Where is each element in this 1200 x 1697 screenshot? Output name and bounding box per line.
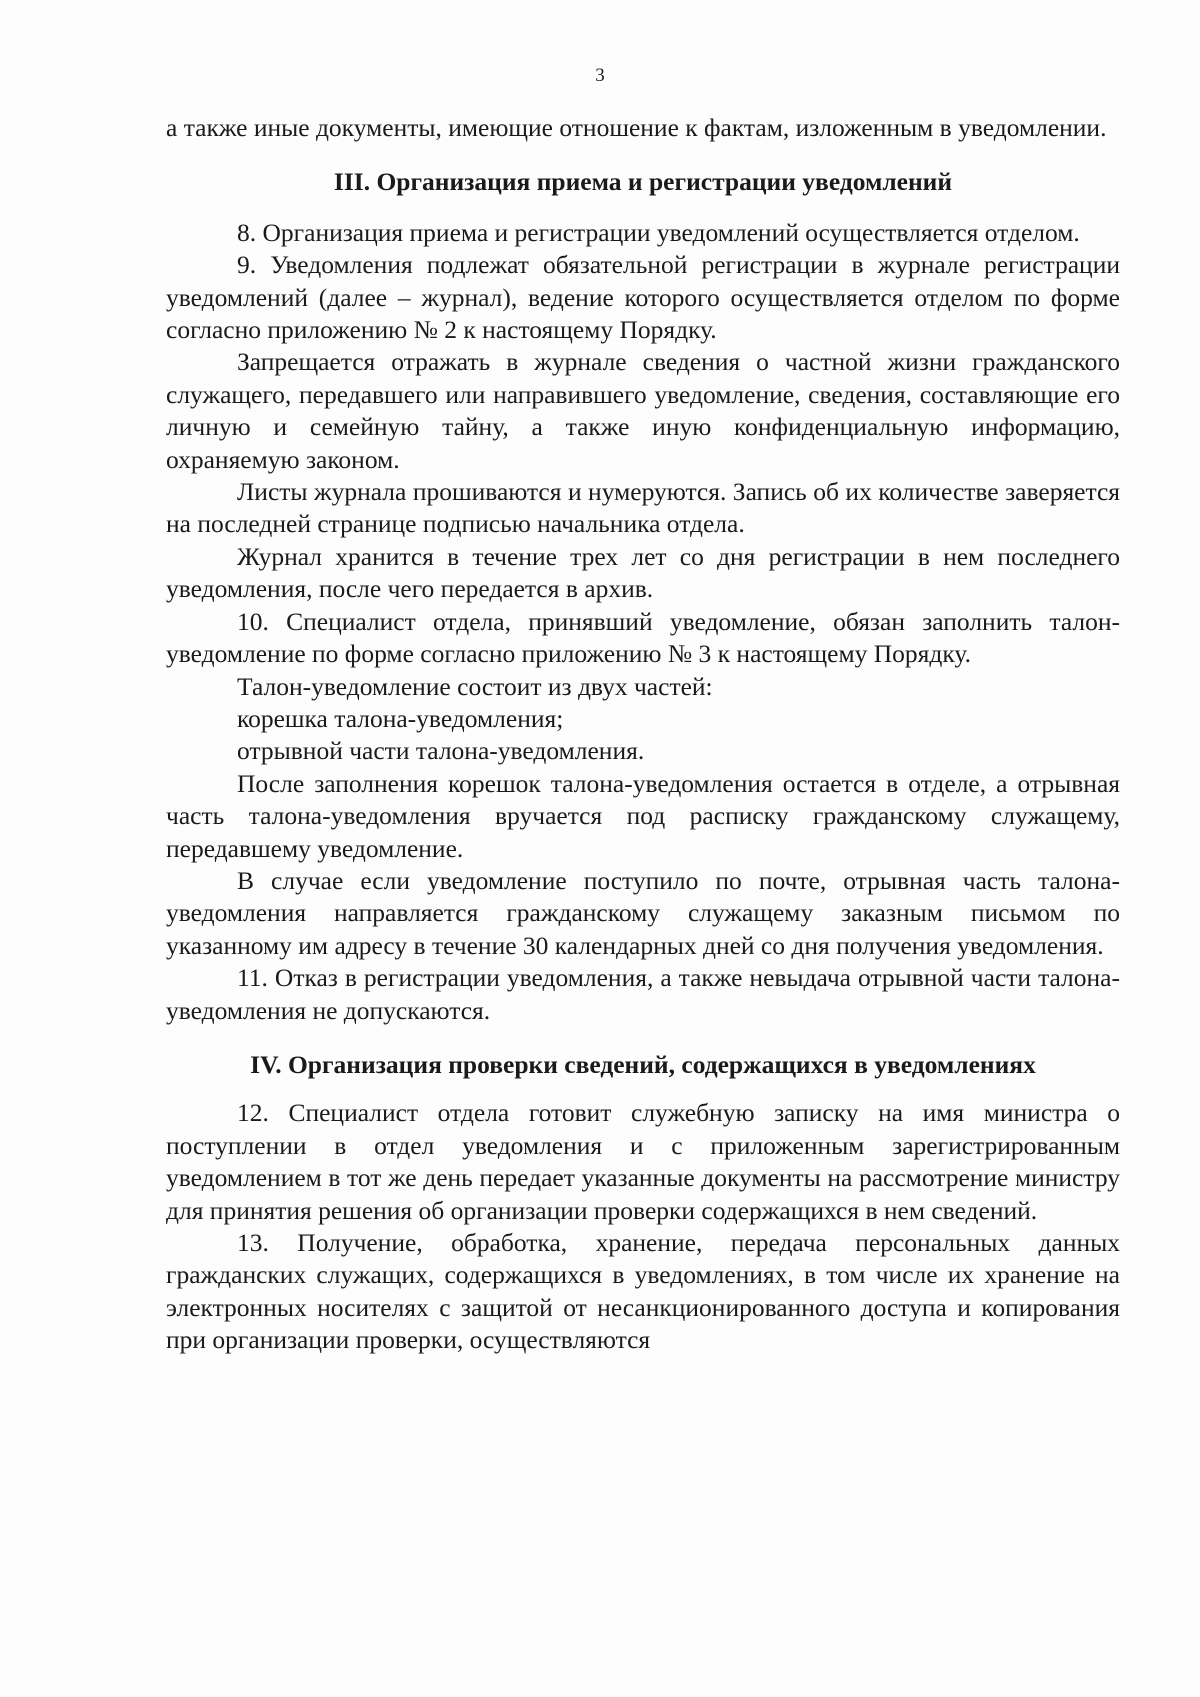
paragraph: Журнал хранится в течение трех лет со дня регистрации в нем последнего уведомления, после чего передается в архив. — [166, 541, 1120, 604]
list-item: корешка талона-уведомления; — [237, 703, 564, 733]
document-body — [166, 112, 1120, 1357]
section-heading: IV. Организация проверки сведений, содержащихся в уведомлениях — [250, 1049, 1036, 1079]
section-heading: III. Организация приема и регистрации уведомлений — [333, 167, 953, 197]
list-item: отрывной части талона-уведомления. — [237, 736, 645, 766]
page-number: 3 — [595, 65, 605, 86]
paragraph: а также иные документы, имеющие отношение к фактам, изложенным в уведомлении. — [166, 113, 1107, 142]
paragraph: 13. Получение, обработка, хранение, передача персональных данных гражданских служащих, содержащихся в уведомлениях, в том числе их хранение на электронных носителях с защитой от несанкционированного доступа и копирования при организации проверки, осуществляются — [166, 1228, 1120, 1355]
paragraph: В случае если уведомление поступило по почте, отрывная часть талона-уведомления направляется гражданскому служащему заказным письмом по указанному им адресу в течение 30 календарных дней со дня получения уведомления. — [166, 865, 1120, 960]
paragraph: 9. Уведомления подлежат обязательной регистрации в журнале регистрации уведомлений (далее – журнал), ведение которого осуществляется отделом по форме согласно приложению № 2 к настоящему Порядку. — [166, 250, 1120, 345]
paragraph: Запрещается отражать в журнале сведения о частной жизни гражданского служащего, передавшего или направившего уведомление, сведения, составляющие его личную и семейную тайну, а также иную конфиденциальную информацию, охраняемую законом. — [166, 347, 1120, 474]
paragraph: 11. Отказ в регистрации уведомления, а также невыдача отрывной части талона-уведомления не допускаются. — [166, 963, 1120, 1025]
paragraph: 12. Специалист отдела готовит служебную записку на имя министра о поступлении в отдел уведомления и с приложенным зарегистрированным уведомлением в тот же день передает указанные документы на рассмотрение министру для принятия решения об организации проверки содержащихся в нем сведений. — [166, 1098, 1120, 1225]
paragraph: 8. Организация приема и регистрации уведомлений осуществляется отделом. — [237, 217, 1080, 247]
paragraph: После заполнения корешок талона-уведомления остается в отделе, а отрывная часть талона-уведомления вручается под расписку гражданскому служащему, передавшему уведомление. — [166, 768, 1120, 863]
paragraph: Талон-уведомление состоит из двух частей: — [237, 671, 713, 701]
paragraph: Листы журнала прошиваются и нумеруются. Запись об их количестве заверяется на последней странице подписью начальника отдела. — [166, 477, 1120, 539]
paragraph: 10. Специалист отдела, принявший уведомление, обязан заполнить талон-уведомление по форме согласно приложению № 3 к настоящему Порядку. — [166, 606, 1120, 669]
